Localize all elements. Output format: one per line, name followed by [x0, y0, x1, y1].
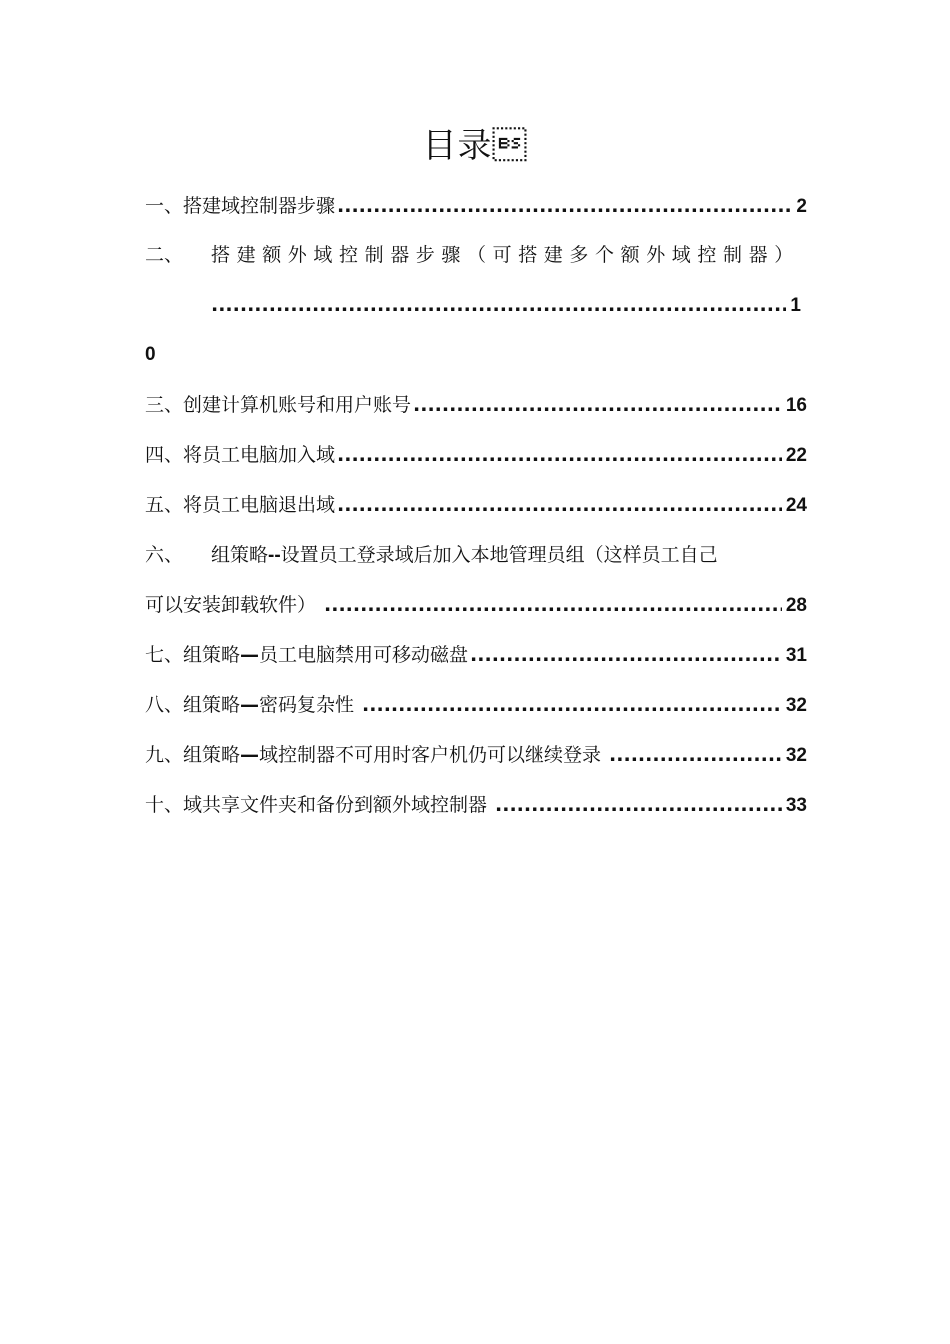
toc-leader-dots: [413, 391, 782, 419]
toc-entry-4[interactable]: [145, 441, 807, 470]
toc-entry-5[interactable]: [145, 491, 807, 520]
toc-entry-2-page-wrap: 0: [145, 344, 156, 365]
toc-entry-6-cont[interactable]: [145, 591, 807, 620]
toc-entry-page: 22: [785, 445, 807, 466]
toc-entry-number: 一、: [145, 195, 184, 217]
toc-entry-label: 创建计算机账号和用户账号: [183, 394, 412, 416]
toc-entry-label-prefix: 组策略: [183, 694, 241, 716]
toc-entry-6[interactable]: [145, 541, 718, 570]
toc-entry-9[interactable]: [145, 741, 807, 770]
toc-entry-page: 32: [785, 695, 807, 716]
toc-entry-page: 33: [785, 795, 807, 816]
toc-leader-dots: [337, 192, 792, 220]
toc-entry-8[interactable]: [145, 691, 807, 720]
toc-entry-page: 1: [790, 295, 801, 316]
toc-leader-dots: [362, 691, 782, 719]
toc-entry-label: 搭建域控制器步骤: [183, 195, 336, 217]
toc-leader-dots: [211, 291, 786, 319]
toc-entry-number: 四、: [145, 444, 184, 466]
toc-entry-label-continued: 可以安装卸载软件）: [145, 594, 317, 616]
toc-entry-label-dash: —: [240, 744, 260, 766]
toc-entry-page: 16: [785, 395, 807, 416]
toc-entry-label: 搭建额外域控制器步骤（可搭建多个额外域控制器）: [211, 244, 800, 266]
toc-leader-dots: [337, 491, 782, 519]
toc-entry-page: 28: [785, 595, 807, 616]
toc-entry-label-rest: 设置员工登录域后加入本地管理员组（这样员工自己: [280, 544, 718, 566]
toc-leader-dots: [609, 741, 782, 769]
toc-entry-label-dash: —: [240, 694, 260, 716]
toc-title: 目录: [422, 126, 528, 166]
toc-entry-number: 八、: [145, 694, 184, 716]
toc-entry-label-rest: 员工电脑禁用可移动磁盘: [259, 644, 469, 666]
toc-entry-label: [183, 641, 468, 669]
toc-entry-label-prefix: 组策略: [183, 744, 241, 766]
toc-entry-number: 三、: [145, 394, 184, 416]
toc-entry-label: [183, 691, 354, 719]
toc-entry-number: 七、: [145, 644, 184, 666]
toc-entry-number: 二、: [145, 244, 184, 266]
toc-leader-dots: [495, 791, 782, 819]
toc-entry-2[interactable]: [145, 241, 800, 269]
toc-leader-dots: [470, 641, 782, 669]
toc-entry-label: [183, 741, 601, 769]
toc-entry-label-rest: 域控制器不可用时客户机仍可以继续登录: [259, 744, 602, 766]
toc-entry-page: 2: [796, 196, 807, 217]
toc-entry-label: 将员工电脑加入域: [183, 444, 336, 466]
toc-entry-page: 31: [785, 645, 807, 666]
toc-entry-label-dash: --: [268, 545, 281, 566]
toc-entry-3[interactable]: [145, 391, 807, 420]
toc-entry-label: 域共享文件夹和备份到额外域控制器: [183, 794, 488, 816]
toc-entry-label-rest: 密码复杂性: [259, 694, 355, 716]
toc-entry-label-dash: —: [240, 644, 260, 666]
toc-entry-label-prefix: 组策略: [211, 544, 269, 566]
toc-leader-dots: [337, 441, 782, 469]
toc-entry-number: 九、: [145, 744, 184, 766]
toc-entry-7[interactable]: [145, 641, 807, 670]
toc-entry-number: 五、: [145, 494, 184, 516]
toc-entry-number: 六、: [145, 544, 184, 566]
toc-entry-page: 32: [785, 745, 807, 766]
toc-entry-10[interactable]: [145, 791, 807, 820]
toc-entry-2-leader[interactable]: [211, 291, 801, 320]
toc-entry-label-prefix: 组策略: [183, 644, 241, 666]
toc-leader-dots: [324, 591, 782, 619]
toc-entry-page: 24: [785, 495, 807, 516]
toc-entry-label: 将员工电脑退出域: [183, 494, 336, 516]
toc-entry-number: 十、: [145, 794, 184, 816]
toc-entry-1[interactable]: [145, 192, 807, 221]
